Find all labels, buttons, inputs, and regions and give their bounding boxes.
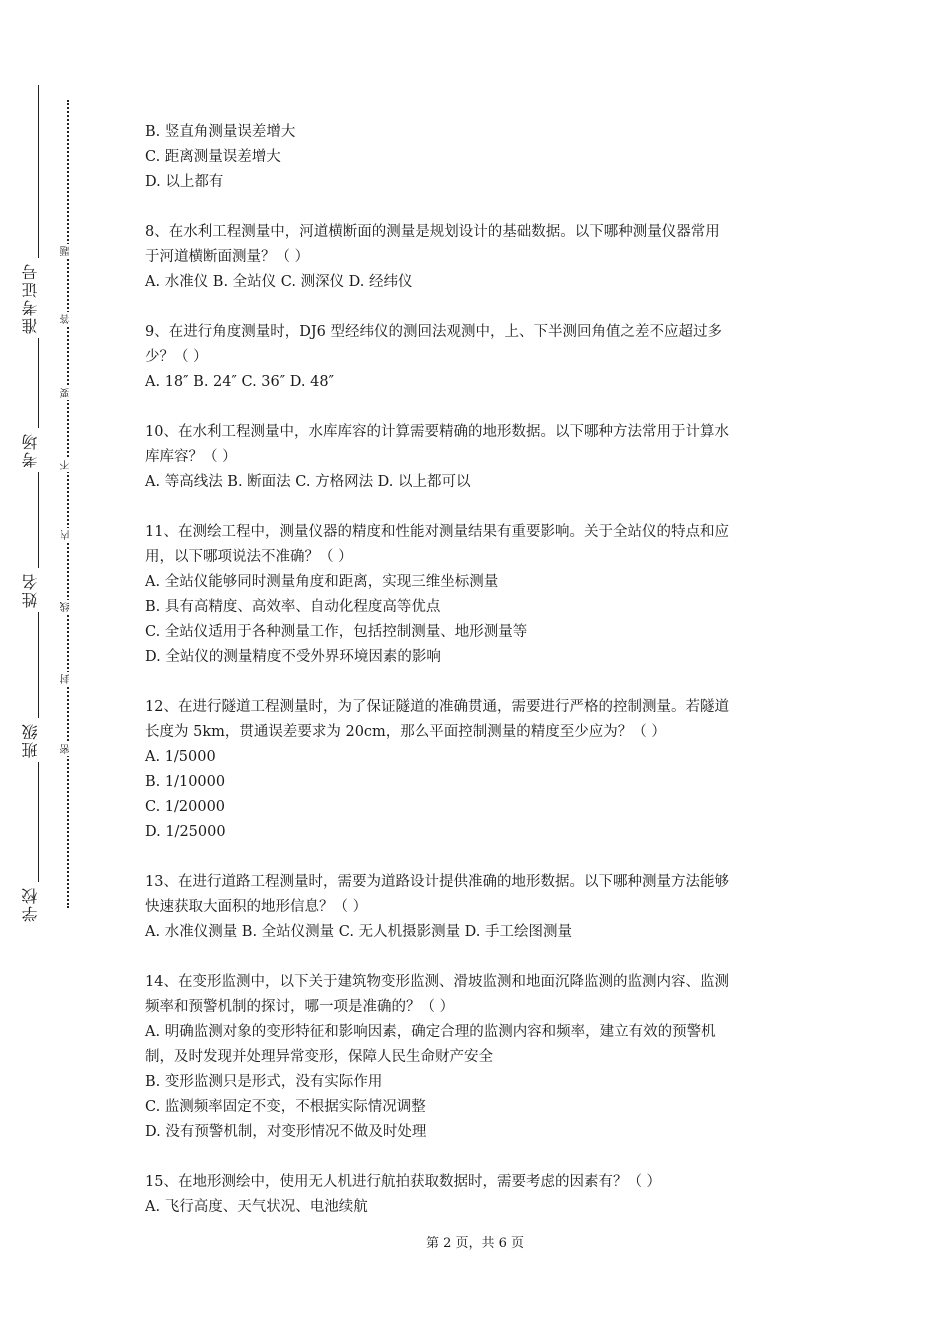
option: A. 水准仪 B. 全站仪 C. 测深仪 D. 经纬仪 [145, 274, 413, 290]
class-label: 班级 [22, 718, 52, 762]
option: B. 1/10000 [145, 774, 226, 790]
option: B. 具有高精度、高效率、自动化程度高等优点 [145, 599, 441, 615]
option: 制，及时发现并处理异常变形，保障人民生命财产安全 [145, 1049, 493, 1065]
option: C. 全站仪适用于各种测量工作，包括控制测量、地形测量等 [145, 624, 528, 640]
exam-id-label: 准考证号 [22, 258, 52, 338]
question-stem: 频率和预警机制的探讨，哪一项是准确的？（ ） [145, 999, 455, 1015]
seal-char: 题 [61, 244, 75, 258]
option: C. 1/20000 [145, 799, 226, 815]
seal-char: 密 [61, 742, 75, 756]
question-stem: 库库容？（ ） [145, 449, 237, 465]
option: D. 以上都有 [145, 174, 224, 190]
question-stem: 快速获取大面积的地形信息？（ ） [145, 899, 368, 915]
seal-char: 答 [61, 312, 75, 326]
option: A. 明确监测对象的变形特征和影响因素，确定合理的监测内容和频率，建立有效的预警机 [145, 1024, 716, 1040]
seal-char: 内 [61, 528, 75, 542]
question-list [145, 120, 815, 1220]
option: A. 水准仪测量 B. 全站仪测量 C. 无人机摄影测量 D. 手工绘图测量 [145, 924, 573, 940]
page-number: 第 2 页，共 6 页 [425, 1236, 525, 1251]
question-stem: 9、在进行角度测量时，DJ6 型经纬仪的测回法观测中，上、下半测回角值之差不应超过多 [145, 324, 722, 340]
question-stem: 14、在变形监测中，以下关于建筑物变形监测、滑坡监测和地面沉降监测的监测内容、监测 [145, 974, 729, 990]
school-label: 学校 [22, 882, 52, 926]
question-stem: 10、在水利工程测量中，水库库容的计算需要精确的地形数据。以下哪种方法常用于计算水 [145, 424, 729, 440]
binding-dotted-line [67, 100, 69, 908]
seal-char: 封 [61, 672, 75, 686]
name-label: 姓名 [22, 568, 52, 612]
question-stem: 长度为 5km，贯通误差要求为 20cm，那么平面控制测量的精度至少应为？（ ） [145, 724, 666, 740]
option: C. 距离测量误差增大 [145, 149, 281, 165]
binding-solid-line [38, 85, 39, 925]
option: A. 18″ B. 24″ C. 36″ D. 48″ [145, 374, 334, 390]
seal-char: 不 [61, 458, 75, 472]
option: A. 1/5000 [145, 749, 216, 765]
option: D. 全站仪的测量精度不受外界环境因素的影响 [145, 649, 441, 665]
option: A. 全站仪能够同时测量角度和距离，实现三维坐标测量 [145, 574, 499, 590]
question-stem: 11、在测绘工程中，测量仪器的精度和性能对测量结果有重要影响。关于全站仪的特点和应 [145, 524, 729, 540]
question-stem: 15、在地形测绘中，使用无人机进行航拍获取数据时，需要考虑的因素有？（ ） [145, 1174, 662, 1190]
question-stem: 12、在进行隧道工程测量时，为了保证隧道的准确贯通，需要进行严格的控制测量。若隧道 [145, 699, 729, 715]
option: C. 监测频率固定不变，不根据实际情况调整 [145, 1099, 426, 1115]
question-stem: 少？（ ） [145, 349, 208, 365]
seal-char: 要 [61, 386, 75, 400]
option: A. 飞行高度、天气状况、电池续航 [145, 1199, 368, 1215]
option: D. 没有预警机制，对变形情况不做及时处理 [145, 1124, 427, 1140]
option: A. 等高线法 B. 断面法 C. 方格网法 D. 以上都可以 [145, 474, 471, 490]
question-stem: 13、在进行道路工程测量时，需要为道路设计提供准确的地形数据。以下哪种测量方法能够 [145, 874, 729, 890]
question-stem: 用，以下哪项说法不准确？（ ） [145, 549, 353, 565]
question-stem: 于河道横断面测量？（ ） [145, 249, 310, 265]
option: B. 变形监测只是形式，没有实际作用 [145, 1074, 383, 1090]
option: D. 1/25000 [145, 824, 226, 840]
seal-char: 线 [61, 600, 75, 614]
exam-room-label: 考场 [22, 428, 52, 472]
question-stem: 8、在水利工程测量中，河道横断面的测量是规划设计的基础数据。以下哪种测量仪器常用 [145, 224, 720, 240]
option: B. 竖直角测量误差增大 [145, 124, 296, 140]
